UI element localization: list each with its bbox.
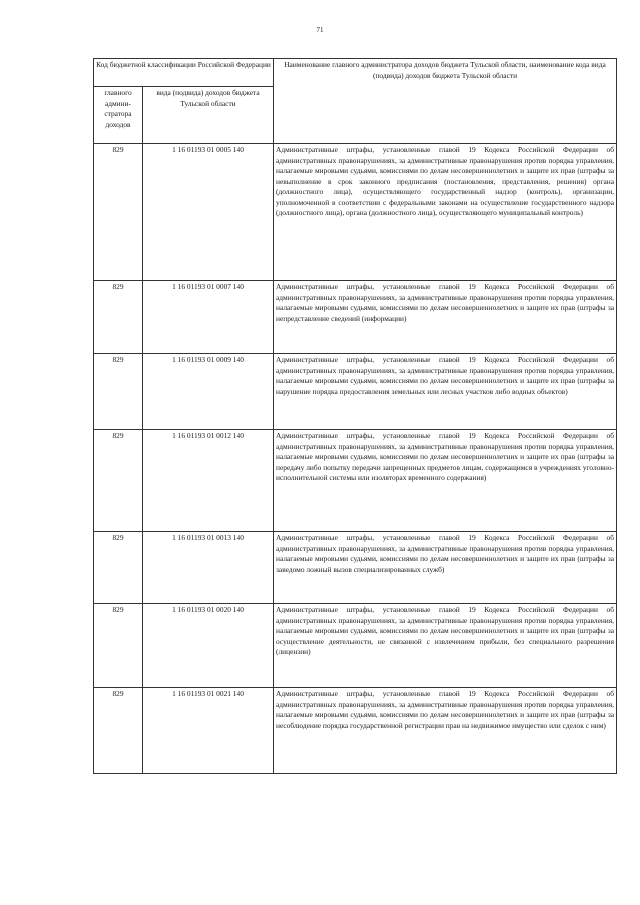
admin-code-cell: 829	[94, 430, 143, 532]
admin-code-cell: 829	[94, 144, 143, 281]
revenue-name-cell: Административные штрафы, установленные главой 19 Кодекса Российской Федерации об административных правонарушениях, за административные правонарушения против порядка управления, налагаемые мировыми судьями, комиссиями по делам несовершеннолетних и защите их прав (штрафы за заведомо ложный вызов специализированных служб)	[274, 532, 617, 604]
table-header-row	[94, 59, 617, 87]
revenue-name-cell: Административные штрафы, установленные главой 19 Кодекса Российской Федерации об административных правонарушениях, за административные правонарушения против порядка управления, налагаемые мировыми судьями, комиссиями по делам несовершеннолетних и защите их прав (штрафы за нарушение порядка предоставления земельных или лесных участков либо водных объектов)	[274, 354, 617, 430]
revenue-code-cell: 1 16 01193 01 0009 140	[143, 354, 274, 430]
budget-classification-table	[93, 58, 617, 774]
revenue-code-cell: 1 16 01193 01 0012 140	[143, 430, 274, 532]
revenue-code-cell: 1 16 01193 01 0020 140	[143, 604, 274, 688]
admin-code-cell: 829	[94, 604, 143, 688]
header-name: Наименование главного администратора доходов бюджета Тульской области, наименование кода вида (подвида) доходов бюджета Тульской области	[274, 59, 617, 144]
page-number: 71	[316, 26, 324, 34]
table-row	[94, 354, 617, 430]
revenue-code-cell: 1 16 01193 01 0013 140	[143, 532, 274, 604]
table-row	[94, 281, 617, 354]
table-row	[94, 144, 617, 281]
table-row	[94, 604, 617, 688]
revenue-name-cell: Административные штрафы, установленные главой 19 Кодекса Российской Федерации об административных правонарушениях, за административные правонарушения против порядка управления, налагаемые мировыми судьями, комиссиями по делам несовершеннолетних и защите их прав (штрафы за осуществление деятельности, не связанной с извлечением прибыли, без специального разрешения (лицензии)	[274, 604, 617, 688]
admin-code-cell: 829	[94, 532, 143, 604]
revenue-code-cell: 1 16 01193 01 0005 140	[143, 144, 274, 281]
admin-code-cell: 829	[94, 688, 143, 774]
table-row	[94, 532, 617, 604]
header-kbk: Код бюджетной классификации Российской Федерации	[94, 59, 274, 87]
table-row	[94, 688, 617, 774]
revenue-code-cell: 1 16 01193 01 0021 140	[143, 688, 274, 774]
revenue-name-cell: Административные штрафы, установленные главой 19 Кодекса Российской Федерации об административных правонарушениях, за административные правонарушения против порядка управления, налагаемые мировыми судьями, комиссиями по делам несовершеннолетних и защите их прав (штрафы за несоблюдение порядка государственной регистрации прав на недвижимое имущество или сделок с ним)	[274, 688, 617, 774]
revenue-name-cell: Административные штрафы, установленные главой 19 Кодекса Российской Федерации об административных правонарушениях, за административные правонарушения против порядка управления, налагаемые мировыми судьями, комиссиями по делам несовершеннолетних и защите их прав (штрафы за непредставление сведений (информации)	[274, 281, 617, 354]
revenue-code-cell: 1 16 01193 01 0007 140	[143, 281, 274, 354]
header-admin: главного админи-стратора доходов	[94, 87, 143, 144]
admin-code-cell: 829	[94, 281, 143, 354]
table-row	[94, 430, 617, 532]
admin-code-cell: 829	[94, 354, 143, 430]
header-type: вида (подвида) доходов бюджета Тульской области	[143, 87, 274, 144]
revenue-name-cell: Административные штрафы, установленные главой 19 Кодекса Российской Федерации об административных правонарушениях, за административные правонарушения против порядка управления, налагаемые мировыми судьями, комиссиями по делам несовершеннолетних и защите их прав (штрафы за невыполнение в срок законного предписания (постановления, представления, решения) органа (должностного лица), осуществляющего государственный надзор (контроль), организации, уполномоченной в соответствии с федеральными законами на осуществление государственного надзора (должностного лица), органа (должностного лица), осуществляющего муниципальный контроль)	[274, 144, 617, 281]
revenue-name-cell: Административные штрафы, установленные главой 19 Кодекса Российской Федерации об административных правонарушениях, за административные правонарушения против порядка управления, налагаемые мировыми судьями, комиссиями по делам несовершеннолетних и защите их прав (штрафы за передачу либо попытку передачи запрещенных предметов лицам, содержащимся в учреждениях уголовно-исполнительной системы или изоляторах временного содержания)	[274, 430, 617, 532]
